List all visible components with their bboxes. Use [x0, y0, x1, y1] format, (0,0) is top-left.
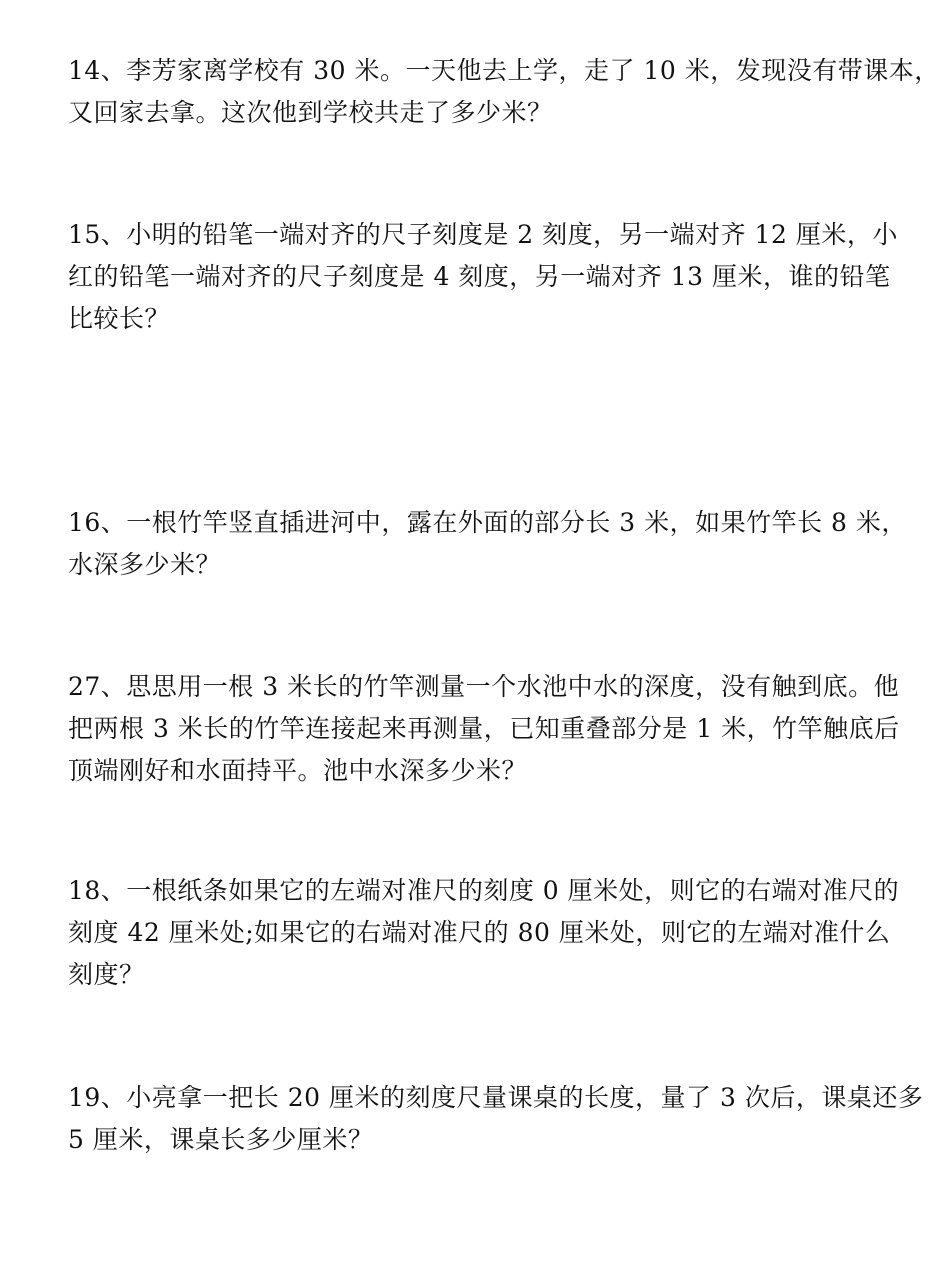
problem-18: [68, 870, 908, 996]
problem-14: [68, 50, 940, 134]
problem-line: 刻度？: [68, 960, 145, 989]
problem-line: 把两根 3 米长的竹竿连接起来再测量，已知重叠部分是 1 米，竹竿触底后: [68, 714, 900, 743]
problem-line: 顶端刚好和水面持平。池中水深多少米？: [68, 756, 528, 785]
problem-16: [68, 502, 908, 586]
problem-line: 水深多少米？: [68, 550, 222, 579]
problem-line: 19、小亮拿一把长 20 厘米的刻度尺量课桌的长度，量了 3 次后，课桌还多: [68, 1083, 924, 1112]
problem-line: 16、一根竹竿竖直插进河中，露在外面的部分长 3 米，如果竹竿长 8 米，: [68, 508, 907, 537]
problem-line: 红的铅笔一端对齐的尺子刻度是 4 刻度，另一端对齐 13 厘米，谁的铅笔: [68, 262, 891, 291]
problem-line: 18、一根纸条如果它的左端对准尺的刻度 0 厘米处，则它的右端对准尺的: [68, 876, 900, 905]
problem-line: 15、小明的铅笔一端对齐的尺子刻度是 2 刻度，另一端对齐 12 厘米，小: [68, 220, 898, 249]
problem-line: 又回家去拿。这次他到学校共走了多少米？: [68, 98, 553, 127]
problem-15: [68, 214, 908, 340]
problem-line: 5 厘米，课桌长多少厘米？: [68, 1125, 374, 1154]
problem-line: 14、李芳家离学校有 30 米。一天他去上学，走了 10 米，发现没有带课本，: [68, 56, 940, 85]
problem-line: 刻度 42 厘米处;如果它的右端对准尺的 80 厘米处，则它的左端对准什么: [68, 918, 891, 947]
problem-line: 比较长？: [68, 304, 171, 333]
problem-line: 27、思思用一根 3 米长的竹竿测量一个水池中水的深度，没有触到底。他: [68, 672, 900, 701]
problem-27: [68, 666, 908, 792]
problem-19: [68, 1077, 924, 1161]
